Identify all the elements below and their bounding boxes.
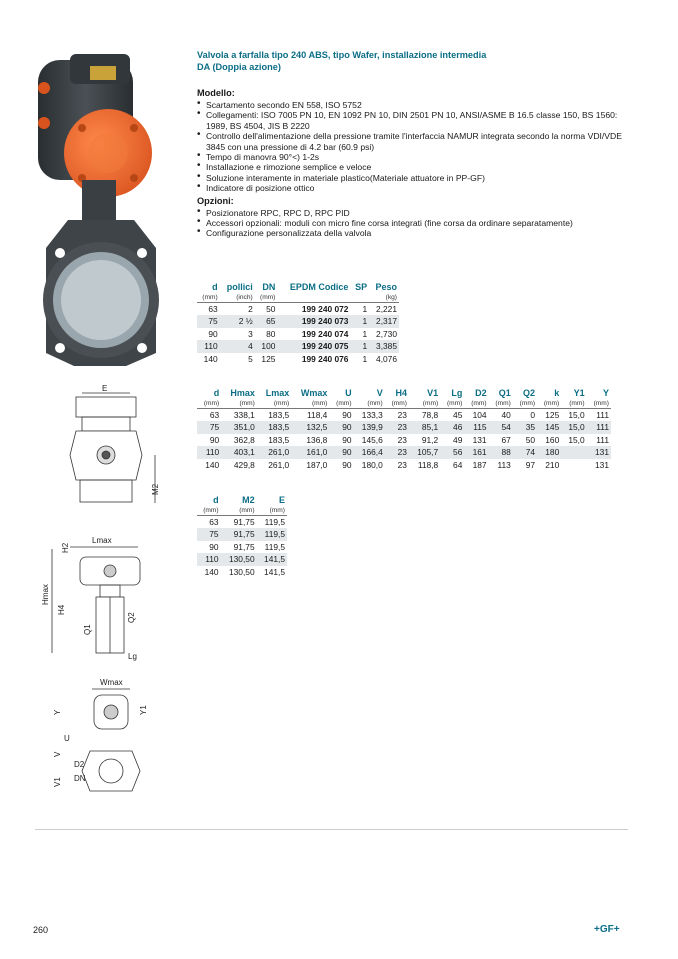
table-cell: 80 [266, 328, 276, 339]
table-cell: 90 [342, 434, 352, 445]
label-dn: DN [74, 774, 86, 783]
list-item: • Installazione e rimozione semplice e veloce [197, 162, 629, 172]
list-item: • Tempo di manovra 90°<) 1-2s [197, 152, 629, 162]
table-row [197, 421, 611, 433]
table-cell: 132,5 [291, 421, 329, 433]
column-unit: (inch) [220, 293, 255, 303]
table-row [197, 303, 399, 316]
table-cell: 210 [545, 459, 560, 470]
label-q1: Q1 [83, 624, 92, 635]
column-header: SP [355, 282, 368, 292]
label-y: Y [53, 709, 62, 715]
label-e: E [102, 385, 108, 393]
table-cell: 15,0 [561, 421, 586, 433]
table-row [197, 459, 611, 471]
table-cell: 63 [208, 304, 218, 314]
column-unit: (mm) [385, 399, 409, 409]
column-unit: (mm) [221, 506, 257, 516]
table-cell: 133,3 [361, 410, 383, 420]
column-unit: (kg) [369, 293, 399, 303]
table-cell: 403,1 [221, 446, 257, 458]
table-cell: 64 [453, 459, 463, 470]
list-item: • Indicatore di posizione ottico [197, 183, 629, 193]
table-cell: 119,5 [257, 528, 287, 540]
table-cell: 75 [197, 421, 221, 433]
table-cell: 180,0 [361, 459, 383, 470]
footer-divider [35, 829, 628, 830]
table-cell: 23 [385, 446, 409, 458]
column-unit: (mm) [409, 399, 440, 409]
table-cell: 130,50 [221, 553, 257, 565]
description [197, 88, 629, 239]
table-cell: 74 [513, 446, 537, 458]
table-cell: 91,2 [421, 434, 439, 445]
table-cell: 23 [397, 459, 407, 470]
table-cell: 88 [489, 446, 513, 458]
column-header: Q1 [498, 388, 511, 398]
table-cell: 85,1 [409, 421, 440, 433]
table-cell: 90 [209, 541, 219, 552]
table-row [197, 446, 611, 458]
table-cell: 351,0 [221, 421, 257, 433]
table-cell: 104 [472, 410, 487, 420]
table-cell: 115 [464, 421, 488, 433]
table-cell: 130,50 [228, 566, 255, 577]
table-cell: 2 [248, 304, 253, 314]
flange-table [197, 495, 287, 578]
table-cell: 1 [362, 353, 368, 364]
column-header: EPDM Codice [289, 282, 349, 292]
table-cell: 105,7 [409, 446, 440, 458]
column-header: U [345, 388, 352, 398]
table-cell: 90 [342, 410, 352, 420]
table-cell: 2,221 [376, 304, 397, 314]
column-unit: (mm) [197, 399, 221, 409]
list-item: • Soluzione interamente in materiale plastico(Materiale attuatore in PP-GF) [197, 173, 629, 183]
table-cell: 23 [397, 434, 407, 445]
label-m2: M2 [151, 483, 160, 495]
column-unit: (mm) [587, 399, 611, 409]
column-unit: (mm) [489, 399, 513, 409]
table-cell: 145,6 [361, 434, 383, 445]
column-unit [277, 293, 350, 303]
table-cell: 63 [209, 410, 220, 420]
column-unit [350, 293, 369, 303]
label-v1: V1 [53, 777, 62, 787]
table-cell: 187,0 [306, 459, 328, 470]
order-table [197, 282, 399, 365]
column-header: Peso [375, 282, 397, 292]
table-cell: 136,8 [306, 434, 328, 445]
table-cell: 183,5 [268, 410, 290, 420]
table-cell: 183,5 [257, 421, 291, 433]
table-cell: 199 240 074 [301, 328, 349, 339]
column-header: Hmax [230, 388, 255, 398]
product-title [197, 50, 637, 73]
table-cell: 166,4 [354, 446, 385, 458]
dimensions-table [197, 388, 611, 471]
column-header: Y [602, 388, 609, 398]
label-y1: Y1 [139, 705, 148, 715]
column-header: H4 [395, 388, 407, 398]
column-header: V [376, 388, 383, 398]
table-cell: 67 [501, 434, 511, 445]
table-cell: 125 [261, 353, 276, 364]
gf-logo: +GF+ [594, 924, 620, 935]
table-cell: 75 [197, 315, 220, 327]
table-cell: 23 [385, 421, 409, 433]
opzioni-heading: Opzioni: [197, 195, 234, 206]
list-item: • Posizionatore RPC, RPC D, RPC PID [197, 208, 629, 218]
table-cell: 54 [489, 421, 513, 433]
table-cell: 118,8 [417, 459, 439, 470]
table-row [197, 409, 611, 422]
modello-list [197, 100, 629, 194]
table-cell: 111 [596, 434, 609, 445]
table-cell: 1 [362, 304, 368, 314]
title-line-1: Valvola a farfalla tipo 240 ABS, tipo Wafer, installazione intermedia [197, 50, 487, 60]
table-cell: 46 [440, 421, 464, 433]
table-cell: 1 [350, 315, 369, 327]
column-unit: (mm) [257, 399, 291, 409]
table-cell: 145 [537, 421, 561, 433]
table-cell: 4,076 [376, 353, 397, 364]
table-cell: 91,75 [233, 517, 255, 527]
column-header: V1 [427, 388, 439, 398]
column-header: Q2 [523, 388, 536, 398]
table-cell: 45 [453, 410, 463, 420]
label-d2: D2 [74, 760, 85, 769]
table-cell: 97 [525, 459, 536, 470]
table-cell [561, 459, 586, 471]
table-row [197, 353, 399, 365]
drawing-front-view [70, 385, 160, 503]
table-cell: 118,4 [307, 410, 328, 420]
table-row [197, 340, 399, 352]
column-header: Y1 [573, 388, 585, 398]
column-header: D2 [475, 388, 487, 398]
table-cell: 40 [501, 410, 511, 420]
table-cell: 90 [342, 459, 352, 470]
list-item: • Scartamento secondo EN 558, ISO 5752 [197, 100, 629, 110]
table-cell: 3,385 [369, 340, 399, 352]
table-cell: 113 [497, 459, 511, 470]
drawing-side-view [41, 536, 140, 661]
table-cell: 5 [248, 353, 253, 364]
table-cell: 3 [248, 328, 253, 339]
product-photo [30, 48, 180, 373]
table-cell: 110 [197, 553, 221, 565]
table-cell: 362,8 [233, 434, 255, 445]
column-unit: (mm) [464, 399, 488, 409]
column-header: DN [262, 282, 276, 292]
table-cell: 91,75 [233, 541, 255, 552]
table-cell: 199 240 072 [301, 304, 349, 314]
table-cell: 91,75 [221, 528, 257, 540]
table-cell: 4 [220, 340, 255, 352]
column-unit: (mm) [255, 293, 278, 303]
table-cell: 141,5 [264, 566, 285, 577]
table-cell: 125 [545, 410, 560, 420]
column-header: d [212, 282, 218, 292]
table-cell: 160 [545, 434, 560, 445]
list-item: • Collegamenti: ISO 7005 PN 10, EN 1092 PN 10, DIN 2501 PN 10, ANSI/ASME B 16.5 classe 150, BS 1560: 1989, BS 4504, JIS B 2220 [197, 110, 629, 131]
table-cell: 111 [596, 410, 609, 420]
opzioni-list [197, 208, 629, 239]
label-u: U [64, 734, 70, 743]
list-item: • Accessori opzionali: moduli con micro fine corsa integrati (fine corsa da ordinare separatamente) [197, 218, 629, 228]
list-item: • Configurazione personalizzata della valvola [197, 228, 629, 238]
column-unit: (mm) [257, 506, 287, 516]
table-cell: 338,1 [233, 410, 255, 420]
table-cell: 261,0 [257, 446, 291, 458]
column-unit: (mm) [291, 399, 329, 409]
table-cell: 141,5 [257, 553, 287, 565]
modello-heading: Modello: [197, 88, 235, 98]
label-v: V [53, 751, 62, 757]
column-unit: (mm) [221, 399, 257, 409]
table-cell: 15,0 [568, 410, 585, 420]
column-header: M2 [242, 495, 255, 505]
table-cell [561, 446, 586, 458]
label-q2: Q2 [127, 612, 136, 623]
table-cell: 49 [453, 434, 463, 445]
table-cell: 199 240 073 [277, 315, 350, 327]
table-cell: 131 [595, 459, 609, 470]
column-unit: (mm) [354, 399, 385, 409]
title-line-2: DA (Doppia azione) [197, 61, 281, 72]
label-lmax: Lmax [92, 536, 112, 545]
column-header: E [278, 495, 285, 505]
table-cell: 15,0 [568, 434, 585, 445]
table-cell: 187 [472, 459, 487, 470]
column-unit: (mm) [440, 399, 464, 409]
table-cell: 23 [397, 410, 407, 420]
table-row [197, 528, 287, 540]
column-header: Lg [451, 388, 463, 398]
label-lg: Lg [128, 652, 137, 661]
table-cell: 50 [266, 304, 276, 314]
column-header: Wmax [300, 388, 328, 398]
table-cell: 35 [513, 421, 537, 433]
table-cell: 78,8 [421, 410, 439, 420]
list-item: • Controllo dell'alimentazione della pressione tramite l'interfaccia NAMUR integrata secondo la norma VDI/VDE 3845 con una pressione di 4.2 bar (60.9 psi) [197, 131, 629, 152]
table-row [197, 541, 287, 553]
table-row [197, 315, 399, 327]
table-row [197, 434, 611, 446]
table-cell: 429,8 [233, 459, 255, 470]
table-cell: 0 [530, 410, 536, 420]
label-hmax: Hmax [41, 584, 50, 605]
column-header: d [213, 495, 219, 505]
table-cell: 50 [525, 434, 536, 445]
column-header: k [554, 388, 560, 398]
table-cell: 183,5 [268, 434, 290, 445]
table-cell: 2 ½ [220, 315, 255, 327]
table-cell: 180 [537, 446, 561, 458]
column-unit: (mm) [197, 293, 220, 303]
table-cell: 131 [472, 434, 487, 445]
table-cell: 140 [203, 353, 218, 364]
column-unit: (mm) [537, 399, 561, 409]
technical-drawings [30, 385, 190, 815]
label-wmax: Wmax [100, 678, 123, 687]
table-cell: 110 [197, 340, 220, 352]
column-unit: (mm) [561, 399, 586, 409]
table-cell: 161,0 [291, 446, 329, 458]
table-row [197, 516, 287, 529]
table-cell: 63 [209, 517, 219, 527]
table-cell: 90 [329, 446, 353, 458]
table-cell: 100 [255, 340, 278, 352]
table-cell: 90 [209, 434, 220, 445]
table-cell: 2,730 [376, 328, 397, 339]
table-row [197, 328, 399, 340]
table-cell: 1 [362, 328, 368, 339]
table-cell: 140 [205, 459, 220, 470]
table-cell: 199 240 076 [301, 353, 349, 364]
table-cell: 1 [350, 340, 369, 352]
table-cell: 119,5 [264, 517, 285, 527]
table-cell: 56 [440, 446, 464, 458]
label-h4: H4 [57, 604, 66, 615]
drawing-top-view [53, 678, 148, 791]
table-row [197, 553, 287, 565]
table-cell: 161 [464, 446, 488, 458]
table-cell: 2,317 [369, 315, 399, 327]
table-cell: 65 [255, 315, 278, 327]
table-cell: 139,9 [354, 421, 385, 433]
table-cell: 110 [197, 446, 221, 458]
table-cell: 119,5 [264, 541, 285, 552]
table-cell: 111 [587, 421, 611, 433]
column-header: Lmax [265, 388, 290, 398]
table-row [197, 566, 287, 578]
table-cell: 199 240 075 [277, 340, 350, 352]
table-cell: 75 [197, 528, 221, 540]
column-unit: (mm) [513, 399, 537, 409]
table-cell: 140 [204, 566, 219, 577]
column-header: pollici [226, 282, 253, 292]
table-cell: 131 [587, 446, 611, 458]
column-unit: (mm) [197, 506, 221, 516]
column-header: d [213, 388, 220, 398]
column-unit: (mm) [329, 399, 353, 409]
page-number: 260 [33, 925, 49, 935]
table-cell: 90 [208, 328, 218, 339]
label-h2: H2 [61, 542, 70, 553]
table-cell: 261,0 [268, 459, 290, 470]
table-cell: 90 [329, 421, 353, 433]
